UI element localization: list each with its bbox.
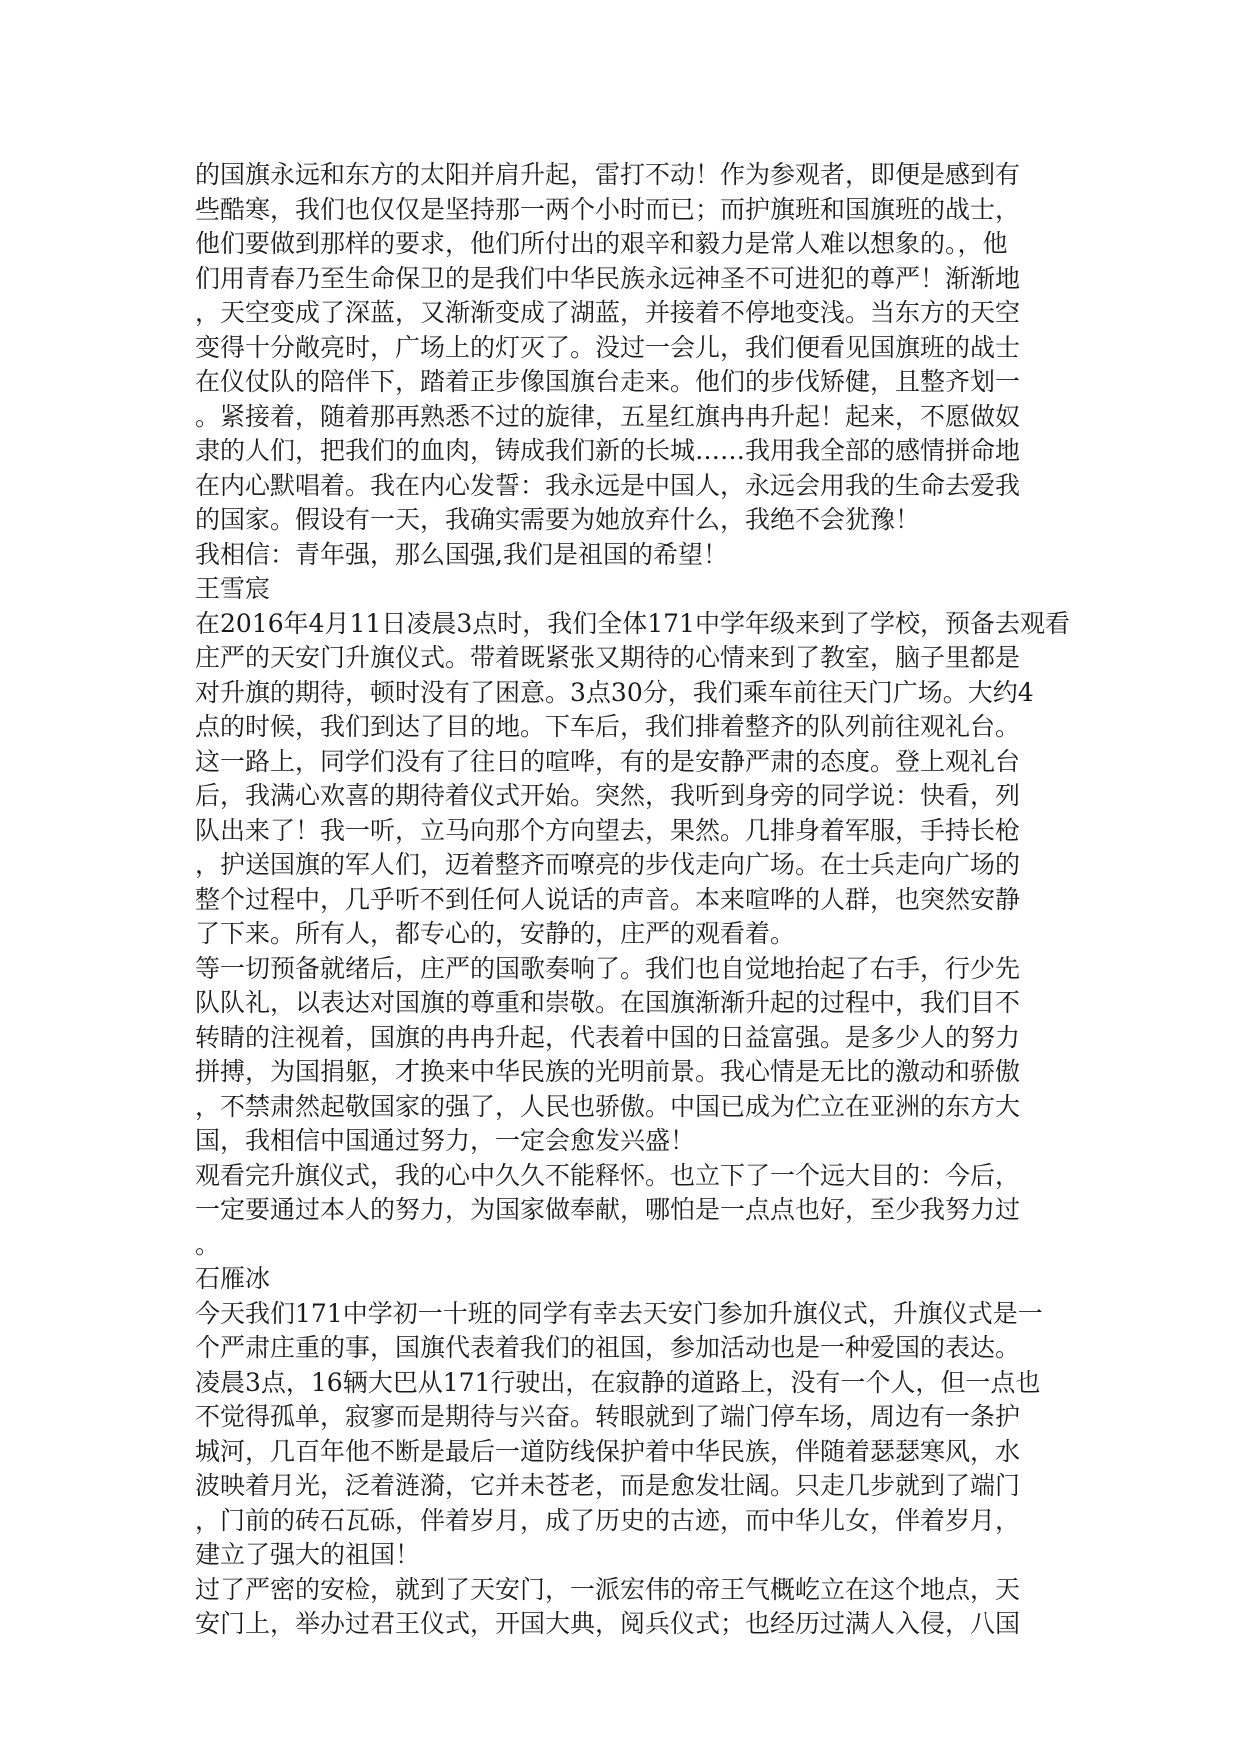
text-line: 队队礼，以表达对国旗的尊重和崇敬。在国旗渐渐升起的过程中，我们目不 (195, 988, 1021, 1017)
text-line: 观看完升旗仪式，我的心中久久不能释怀。也立下了一个远大目的：今后， (195, 1160, 1021, 1190)
text-line: 庄严的天安门升旗仪式。带着既紧张又期待的心情来到了教室，脑子里都是 (195, 643, 1021, 672)
document-body (195, 158, 1070, 1642)
text-line: 安门上，举办过君王仪式，开国大典，阅兵仪式；也经历过满人入侵，八国 (195, 1609, 1021, 1638)
text-line: 队出来了！我一听，立马向那个方向望去，果然。几排身着军服，手持长枪 (195, 815, 1021, 845)
text-line: ，护送国旗的军人们，迈着整齐而嘹亮的步伐走向广场。在士兵走向广场的 (195, 850, 1021, 879)
text-line: 们用青春乃至生命保卫的是我们中华民族永远神圣不可进犯的尊严！渐渐地 (195, 263, 1021, 293)
text-line: 些酷寒，我们也仅仅是坚持那一两个小时而已；而护旗班和国旗班的战士， (195, 194, 1021, 224)
text-line: 在2016年4月11日凌晨3点时，我们全体171中学年级来到了学校，预备去观看 (195, 608, 1070, 638)
text-line: 过了严密的安检，就到了天安门，一派宏伟的帝王气概屹立在这个地点，天 (195, 1574, 1021, 1604)
text-line: 点的时候，我们到达了目的地。下车后，我们排着整齐的队列前往观礼台。 (195, 712, 1021, 741)
text-line: 一定要通过本人的努力，为国家做奉献，哪怕是一点点也好，至少我努力过 (195, 1195, 1021, 1224)
text-line: ，不禁肃然起敬国家的强了，人民也骄傲。中国已成为伫立在亚洲的东方大 (195, 1091, 1021, 1121)
text-line: 的国旗永远和东方的太阳并肩升起，雷打不动！作为参观者，即便是感到有 (195, 160, 1021, 189)
text-line: 国，我相信中国通过努力，一定会愈发兴盛！ (195, 1126, 696, 1155)
text-line: 。紧接着，随着那再熟悉不过的旋律，五星红旗冉冉升起！起来，不愿做奴 (195, 401, 1021, 431)
text-line: 。 (195, 1229, 221, 1259)
text-line: 拼搏，为国捐躯，才换来中华民族的光明前景。我心情是无比的激动和骄傲 (195, 1057, 1021, 1086)
text-line: 在仪仗队的陪伴下，踏着正步像国旗台走来。他们的步伐矫健，且整齐划一 (195, 367, 1021, 396)
text-line: 了下来。所有人，都专心的，安静的，庄严的观看着。 (195, 919, 796, 948)
text-line: 整个过程中，几乎听不到任何人说话的声音。本来喧哗的人群，也突然安静 (195, 884, 1021, 914)
text-line: 城河，几百年他不断是最后一道防线保护着中华民族，伴随着瑟瑟寒风，水 (195, 1436, 1021, 1466)
text-line: 变得十分敞亮时，广场上的灯灭了。没过一会儿，我们便看见国旗班的战士 (195, 332, 1021, 362)
text-line: 转睛的注视着，国旗的冉冉升起，代表着中国的日益富强。是多少人的努力 (195, 1022, 1021, 1052)
text-line: 今天我们171中学初一十班的同学有幸去天安门参加升旗仪式，升旗仪式是一 (195, 1298, 1043, 1328)
text-line: 在内心默唱着。我在内心发誓：我永远是中国人，永远会用我的生命去爱我 (195, 470, 1021, 500)
text-line: 凌晨3点，16辆大巴从171行驶出，在寂静的道路上，没有一个人，但一点也 (195, 1367, 1041, 1397)
text-line: 对升旗的期待，顿时没有了困意。3点30分，我们乘车前往天门广场。大约4 (195, 677, 1034, 707)
text-line: 后，我满心欢喜的期待着仪式开始。突然，我听到身旁的同学说：快看，列 (195, 781, 1021, 810)
text-line: 这一路上，同学们没有了往日的喧哗，有的是安静严肃的态度。登上观礼台 (195, 746, 1021, 776)
text-line: 他们要做到那样的要求，他们所付出的艰辛和毅力是常人难以想象的。，他 (195, 229, 1008, 258)
text-line: 我相信：青年强，那么国强,我们是祖国的希望！ (195, 539, 728, 569)
text-line: 波映着月光，泛着涟漪，它并未苍老，而是愈发壮阔。只走几步就到了端门 (195, 1471, 1021, 1500)
text-line: 建立了强大的祖国！ (195, 1540, 421, 1569)
text-line: 不觉得孤单，寂寥而是期待与兴奋。转眼就到了端门停车场，周边有一条护 (195, 1402, 1021, 1431)
text-line: 王雪宸 (195, 574, 271, 603)
text-line: 个严肃庄重的事，国旗代表着我们的祖国，参加活动也是一种爱国的表达。 (195, 1333, 1021, 1362)
text-line: ，门前的砖石瓦砾，伴着岁月，成了历史的古迹，而中华儿女，伴着岁月， (195, 1505, 1021, 1535)
text-line: ，天空变成了深蓝，又渐渐变成了湖蓝，并接着不停地变浅。当东方的天空 (195, 298, 1021, 327)
text-line: 隶的人们，把我们的血肉，铸成我们新的长城……我用我全部的感情拼命地 (195, 436, 1021, 465)
text-line: 石雁冰 (195, 1264, 271, 1293)
text-line: 等一切预备就绪后，庄严的国歌奏响了。我们也自觉地抬起了右手，行少先 (195, 953, 1021, 983)
text-line: 的国家。假设有一天，我确实需要为她放弃什么，我绝不会犹豫！ (195, 505, 921, 534)
